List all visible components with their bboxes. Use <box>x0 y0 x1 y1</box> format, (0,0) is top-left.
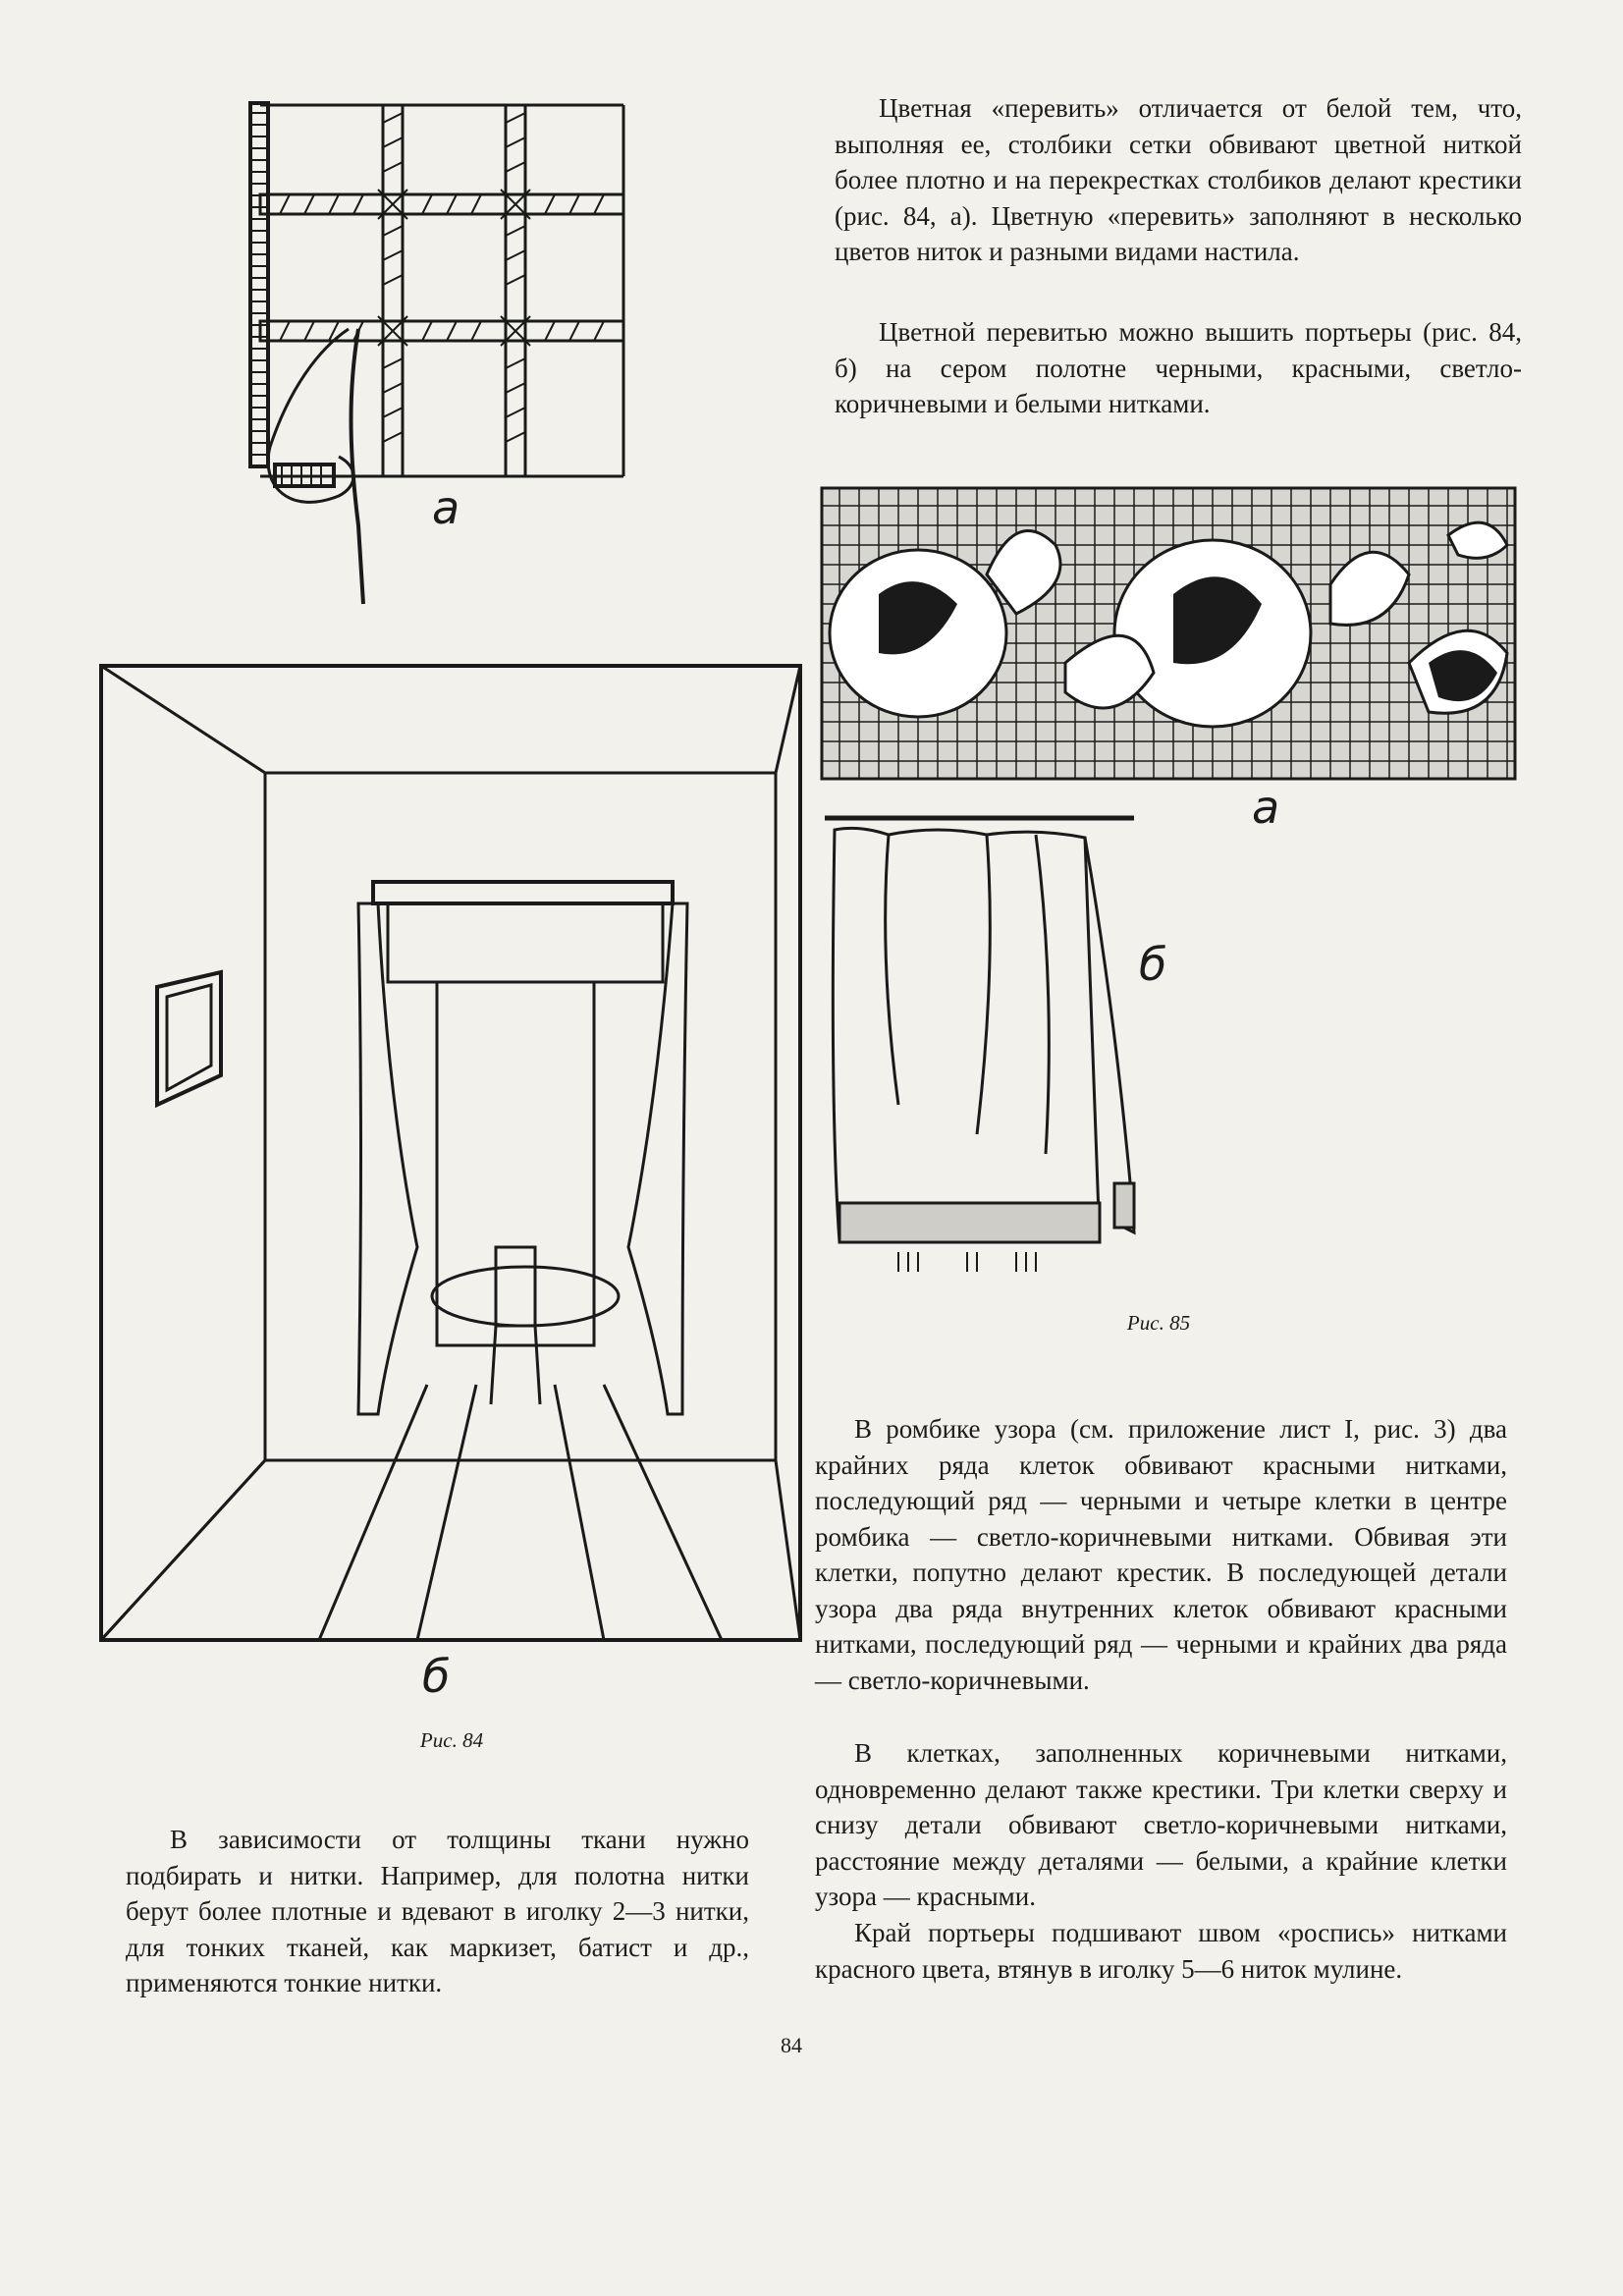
page-number: 84 <box>781 2033 802 2057</box>
paragraph-2: Цветной перевитью можно вышить портьеры (рис. 84, б) на сером полотне черными, красными, светло-коричневыми и белыми нитками. <box>835 317 1522 418</box>
figure-85b-drawing <box>820 810 1144 1282</box>
paragraph-4: В клетках, заполненных коричневыми нитками, одновременно делают также крестики. Три клетки сверху и снизу детали обвивают светло-коричневыми нитками, расстояние между деталями — белыми, а крайние клетки узора — красными. <box>815 1738 1507 1911</box>
figure-84-caption: Рис. 84 <box>419 1728 484 1752</box>
figure-84b-label: б <box>422 1650 451 1703</box>
paragraph-5: Край портьеры подшивают швом «роспись» нитками красного цвета, втянув в иголку 5—6 ниток мулине. <box>815 1918 1507 1984</box>
paragraph-6: В зависимости от толщины ткани нужно подбирать и нитки. Например, для полотна нитки берут более плотные и вдевают в иголку 2—3 нитки, для тонких тканей, как маркизет, батист и др., применяются тонкие нитки. <box>126 1825 749 1997</box>
paragraph-1: Цветная «перевить» отличается от белой тем, что, выполняя ее, столбики сетки обвивают цветной ниткой более плотно и на перекрестках столбиков делают крестики (рис. 84, а). Цветную «перевить» заполняют в несколько цветов ниток и разными видами настила. <box>835 93 1522 266</box>
paragraph-3: В ромбике узора (см. приложение лист I, рис. 3) два крайних ряда клеток обвивают красными нитками, последующий ряд — черными и четыре клетки в центре ромбика — светло-коричневыми нитками. Обвивая эти клетки, попутно делают крестик. В последующей детали узора два ряда внутренних клеток обвивают красными нитками, последующий ряд — черными и крайних два ряда — светло-коричневыми. <box>815 1414 1507 1695</box>
figure-85-caption: Рис. 85 <box>1126 1311 1191 1335</box>
figure-84b-drawing <box>93 658 810 1679</box>
figure-84a-label: а <box>432 481 460 534</box>
figure-85a-label: а <box>1252 781 1280 834</box>
figure-85a-drawing <box>820 486 1517 781</box>
figure-84a-drawing <box>231 93 643 624</box>
figure-85b-label: б <box>1139 938 1167 991</box>
